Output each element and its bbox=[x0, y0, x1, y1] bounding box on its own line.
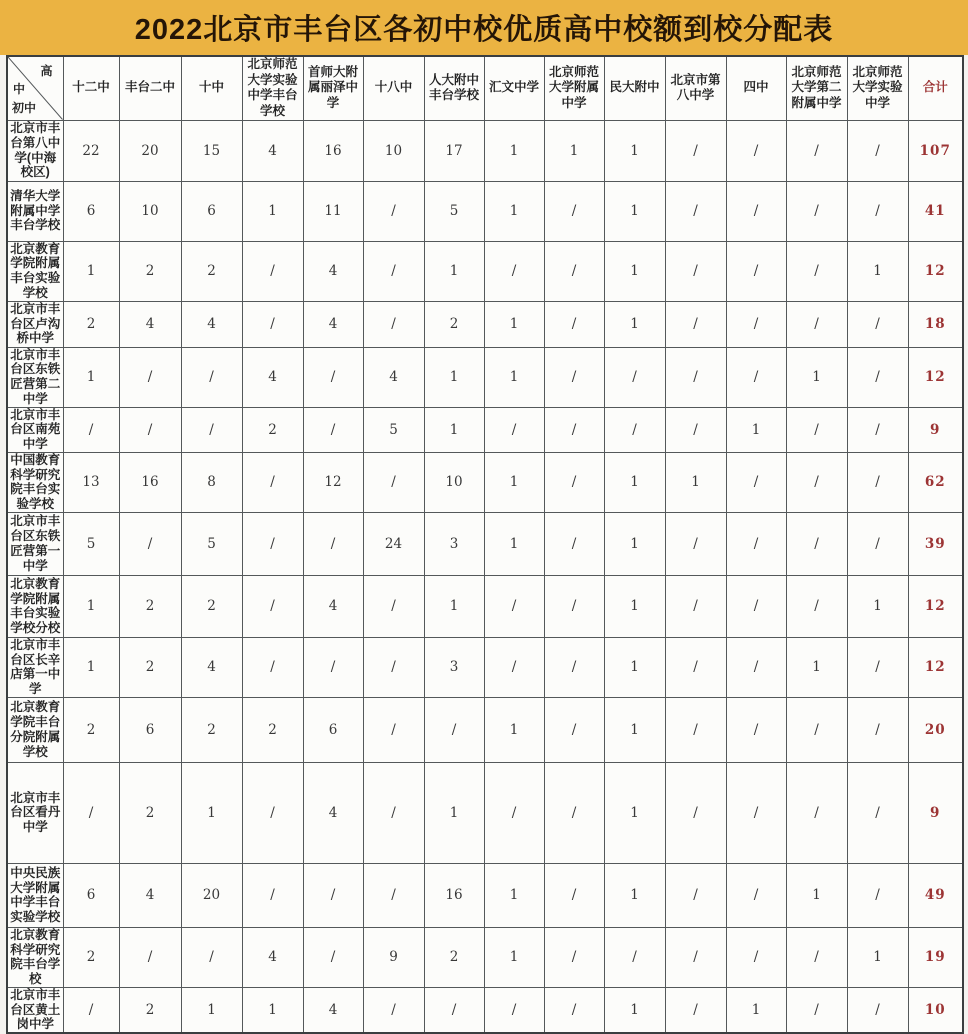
table-cell: / bbox=[363, 762, 424, 863]
row-header: 北京市丰台区黄土岗中学 bbox=[7, 987, 63, 1033]
column-header: 十八中 bbox=[363, 56, 424, 120]
table-cell: 2 bbox=[424, 301, 484, 347]
table-cell: / bbox=[242, 863, 303, 927]
table-cell: / bbox=[484, 575, 544, 637]
table-cell: 1 bbox=[484, 863, 544, 927]
table-cell: / bbox=[181, 407, 242, 452]
table-cell: 1 bbox=[424, 575, 484, 637]
table-cell: / bbox=[484, 241, 544, 301]
table-cell: / bbox=[726, 347, 786, 407]
table-cell: 1 bbox=[181, 987, 242, 1033]
table-cell: 4 bbox=[363, 347, 424, 407]
table-cell: 2 bbox=[63, 697, 119, 762]
table-row bbox=[7, 347, 963, 407]
row-header: 中国教育科学研究院丰台实验学校 bbox=[7, 452, 63, 512]
row-header: 北京教育学院附属丰台实验学校分校 bbox=[7, 575, 63, 637]
table-cell: 1 bbox=[63, 241, 119, 301]
total-cell: 12 bbox=[908, 575, 963, 637]
table-cell: 1 bbox=[847, 575, 908, 637]
table-cell: / bbox=[665, 301, 726, 347]
table-cell: / bbox=[544, 927, 604, 987]
table-cell: / bbox=[847, 697, 908, 762]
table-row bbox=[7, 301, 963, 347]
table-cell: 6 bbox=[63, 863, 119, 927]
total-cell: 12 bbox=[908, 347, 963, 407]
table-cell: / bbox=[544, 987, 604, 1033]
total-cell: 62 bbox=[908, 452, 963, 512]
total-cell: 10 bbox=[908, 987, 963, 1033]
total-cell: 12 bbox=[908, 637, 963, 697]
table-cell: / bbox=[363, 575, 424, 637]
row-header: 北京教育学院丰台分院附属学校 bbox=[7, 697, 63, 762]
table-cell: / bbox=[665, 347, 726, 407]
table-cell: 22 bbox=[63, 120, 119, 181]
table-cell: 1 bbox=[424, 347, 484, 407]
table-cell: 4 bbox=[119, 301, 181, 347]
table-cell: / bbox=[484, 987, 544, 1033]
table-cell: / bbox=[726, 697, 786, 762]
table-cell: 1 bbox=[484, 697, 544, 762]
table-cell: / bbox=[363, 181, 424, 241]
table-cell: / bbox=[303, 637, 363, 697]
row-header: 北京市丰台区看丹中学 bbox=[7, 762, 63, 863]
table-cell: 4 bbox=[181, 301, 242, 347]
table-cell: / bbox=[181, 347, 242, 407]
table-cell: / bbox=[786, 762, 847, 863]
table-cell: 1 bbox=[484, 301, 544, 347]
table-cell: / bbox=[786, 301, 847, 347]
table-cell: 2 bbox=[181, 575, 242, 637]
table-cell: 1 bbox=[604, 512, 665, 575]
table-cell: / bbox=[786, 512, 847, 575]
table-cell: / bbox=[665, 927, 726, 987]
total-cell: 9 bbox=[908, 762, 963, 863]
table-cell: / bbox=[63, 407, 119, 452]
total-cell: 20 bbox=[908, 697, 963, 762]
table-cell: / bbox=[242, 637, 303, 697]
table-cell: 5 bbox=[363, 407, 424, 452]
table-row bbox=[7, 120, 963, 181]
table-cell: 1 bbox=[847, 927, 908, 987]
row-header: 北京市丰台第八中学(中海校区) bbox=[7, 120, 63, 181]
table-cell: 1 bbox=[484, 512, 544, 575]
table-cell: 2 bbox=[119, 762, 181, 863]
table-cell: / bbox=[726, 120, 786, 181]
table-cell: 20 bbox=[119, 120, 181, 181]
table-cell: 12 bbox=[303, 452, 363, 512]
column-header-total: 合计 bbox=[908, 56, 963, 120]
table-cell: / bbox=[726, 863, 786, 927]
table-cell: / bbox=[847, 637, 908, 697]
table-cell: / bbox=[119, 347, 181, 407]
table-cell: / bbox=[119, 927, 181, 987]
table-cell: / bbox=[303, 927, 363, 987]
table-cell: / bbox=[726, 241, 786, 301]
table-cell: 8 bbox=[181, 452, 242, 512]
table-cell: / bbox=[847, 301, 908, 347]
table-cell: 1 bbox=[424, 407, 484, 452]
table-cell: 2 bbox=[181, 241, 242, 301]
table-cell: / bbox=[544, 347, 604, 407]
table-cell: 1 bbox=[786, 637, 847, 697]
table-cell: / bbox=[119, 512, 181, 575]
table-cell: / bbox=[303, 863, 363, 927]
table-cell: 4 bbox=[242, 347, 303, 407]
table-cell: / bbox=[665, 241, 726, 301]
row-header: 北京教育学院附属丰台实验学校 bbox=[7, 241, 63, 301]
table-cell: / bbox=[242, 452, 303, 512]
table-cell: 1 bbox=[786, 863, 847, 927]
table-cell: 2 bbox=[119, 637, 181, 697]
row-header: 清华大学附属中学丰台学校 bbox=[7, 181, 63, 241]
table-cell: 5 bbox=[424, 181, 484, 241]
table-cell: 20 bbox=[181, 863, 242, 927]
column-header: 十中 bbox=[181, 56, 242, 120]
table-cell: 1 bbox=[181, 762, 242, 863]
table-cell: 6 bbox=[119, 697, 181, 762]
row-header: 北京市丰台区卢沟桥中学 bbox=[7, 301, 63, 347]
table-cell: 6 bbox=[63, 181, 119, 241]
table-cell: / bbox=[242, 301, 303, 347]
table-cell: 13 bbox=[63, 452, 119, 512]
table-cell: 1 bbox=[424, 762, 484, 863]
table-cell: / bbox=[726, 181, 786, 241]
table-cell: 16 bbox=[424, 863, 484, 927]
table-cell: / bbox=[544, 241, 604, 301]
table-cell: / bbox=[726, 452, 786, 512]
table-cell: 11 bbox=[303, 181, 363, 241]
row-header: 北京市丰台区东铁匠营第一中学 bbox=[7, 512, 63, 575]
table-cell: / bbox=[726, 927, 786, 987]
table-cell: 4 bbox=[242, 120, 303, 181]
table-cell: 15 bbox=[181, 120, 242, 181]
table-cell: / bbox=[242, 241, 303, 301]
table-cell: 2 bbox=[119, 987, 181, 1033]
table-cell: 1 bbox=[63, 575, 119, 637]
table-cell: 1 bbox=[484, 181, 544, 241]
table-cell: / bbox=[847, 863, 908, 927]
table-cell: 1 bbox=[847, 241, 908, 301]
table-cell: / bbox=[242, 575, 303, 637]
table-cell: / bbox=[847, 762, 908, 863]
table-row bbox=[7, 512, 963, 575]
table-cell: / bbox=[424, 987, 484, 1033]
column-header: 民大附中 bbox=[604, 56, 665, 120]
table-cell: / bbox=[544, 181, 604, 241]
table-row bbox=[7, 241, 963, 301]
table-cell: / bbox=[726, 301, 786, 347]
table-cell: 1 bbox=[604, 987, 665, 1033]
table-cell: / bbox=[786, 181, 847, 241]
column-header: 四中 bbox=[726, 56, 786, 120]
total-cell: 18 bbox=[908, 301, 963, 347]
table-cell: / bbox=[726, 512, 786, 575]
table-cell: / bbox=[544, 697, 604, 762]
table-cell: / bbox=[544, 637, 604, 697]
table-cell: 2 bbox=[242, 407, 303, 452]
table-cell: / bbox=[665, 987, 726, 1033]
table-cell: / bbox=[363, 637, 424, 697]
table-row bbox=[7, 863, 963, 927]
table-cell: 4 bbox=[303, 301, 363, 347]
table-cell: 1 bbox=[604, 762, 665, 863]
table-cell: 10 bbox=[363, 120, 424, 181]
table-cell: / bbox=[665, 762, 726, 863]
table-cell: / bbox=[63, 987, 119, 1033]
table-cell: / bbox=[544, 762, 604, 863]
table-cell: 1 bbox=[424, 241, 484, 301]
table-cell: / bbox=[604, 407, 665, 452]
table-cell: 3 bbox=[424, 637, 484, 697]
table-cell: 1 bbox=[604, 697, 665, 762]
column-header: 汇文中学 bbox=[484, 56, 544, 120]
table-cell: / bbox=[544, 407, 604, 452]
table-cell: 6 bbox=[303, 697, 363, 762]
table-row bbox=[7, 697, 963, 762]
table-cell: 2 bbox=[63, 301, 119, 347]
table-cell: / bbox=[665, 697, 726, 762]
table-cell: 1 bbox=[604, 181, 665, 241]
column-header: 北京师范大学实验中学丰台学校 bbox=[242, 56, 303, 120]
table-cell: / bbox=[786, 452, 847, 512]
table-cell: / bbox=[786, 987, 847, 1033]
table-cell: / bbox=[786, 241, 847, 301]
column-header: 首师大附属丽泽中学 bbox=[303, 56, 363, 120]
table-cell: / bbox=[363, 241, 424, 301]
table-cell: / bbox=[665, 512, 726, 575]
title-bar bbox=[0, 0, 968, 55]
table-cell: / bbox=[544, 452, 604, 512]
table-cell: 2 bbox=[119, 575, 181, 637]
column-header: 北京市第八中学 bbox=[665, 56, 726, 120]
table-cell: 1 bbox=[484, 927, 544, 987]
table-cell: / bbox=[242, 512, 303, 575]
corner-label-high-school: 中 bbox=[13, 82, 26, 96]
table-cell: 4 bbox=[181, 637, 242, 697]
total-cell: 49 bbox=[908, 863, 963, 927]
table-row bbox=[7, 575, 963, 637]
table-cell: 2 bbox=[424, 927, 484, 987]
table-cell: 1 bbox=[786, 347, 847, 407]
table-cell: / bbox=[363, 987, 424, 1033]
table-cell: / bbox=[726, 637, 786, 697]
table-cell: 1 bbox=[726, 407, 786, 452]
column-header: 丰台二中 bbox=[119, 56, 181, 120]
table-cell: / bbox=[786, 927, 847, 987]
table-cell: / bbox=[847, 512, 908, 575]
table-cell: / bbox=[484, 637, 544, 697]
table-cell: 1 bbox=[604, 452, 665, 512]
table-cell: / bbox=[424, 697, 484, 762]
table-row bbox=[7, 637, 963, 697]
table-cell: 4 bbox=[303, 987, 363, 1033]
table-cell: 1 bbox=[665, 452, 726, 512]
table-cell: / bbox=[665, 575, 726, 637]
table-cell: / bbox=[847, 987, 908, 1033]
table-cell: / bbox=[363, 697, 424, 762]
table-cell: / bbox=[363, 452, 424, 512]
table-cell: / bbox=[726, 575, 786, 637]
table-cell: 9 bbox=[363, 927, 424, 987]
table-cell: / bbox=[242, 762, 303, 863]
table-cell: 1 bbox=[544, 120, 604, 181]
table-cell: 24 bbox=[363, 512, 424, 575]
table-row bbox=[7, 987, 963, 1033]
table-cell: / bbox=[363, 301, 424, 347]
table-cell: 4 bbox=[303, 241, 363, 301]
table-cell: 1 bbox=[726, 987, 786, 1033]
table-cell: 1 bbox=[604, 575, 665, 637]
row-header: 北京市丰台区南苑中学 bbox=[7, 407, 63, 452]
total-cell: 107 bbox=[908, 120, 963, 181]
column-header: 北京师范大学实验中学 bbox=[847, 56, 908, 120]
table-cell: / bbox=[363, 863, 424, 927]
total-cell: 39 bbox=[908, 512, 963, 575]
table-cell: 1 bbox=[63, 637, 119, 697]
table-cell: 6 bbox=[181, 181, 242, 241]
table-cell: 1 bbox=[484, 347, 544, 407]
table-cell: / bbox=[786, 575, 847, 637]
table-cell: 2 bbox=[181, 697, 242, 762]
corner-cell bbox=[7, 56, 63, 120]
table-row bbox=[7, 762, 963, 863]
table-cell: / bbox=[665, 637, 726, 697]
table-cell: 1 bbox=[63, 347, 119, 407]
table-cell: 4 bbox=[119, 863, 181, 927]
table-cell: / bbox=[544, 575, 604, 637]
row-header: 中央民族大学附属中学丰台实验学校 bbox=[7, 863, 63, 927]
table-cell: 1 bbox=[604, 120, 665, 181]
row-header: 北京市丰台区东铁匠营第二中学 bbox=[7, 347, 63, 407]
table-cell: / bbox=[484, 762, 544, 863]
table-cell: / bbox=[665, 863, 726, 927]
row-header: 北京教育科学研究院丰台学校 bbox=[7, 927, 63, 987]
table-cell: 1 bbox=[604, 301, 665, 347]
table-cell: 1 bbox=[242, 987, 303, 1033]
table-cell: 16 bbox=[119, 452, 181, 512]
table-cell: / bbox=[847, 181, 908, 241]
column-header: 人大附中丰台学校 bbox=[424, 56, 484, 120]
table-cell: 1 bbox=[484, 452, 544, 512]
table-cell: 1 bbox=[242, 181, 303, 241]
table-cell: 3 bbox=[424, 512, 484, 575]
table-cell: 1 bbox=[484, 120, 544, 181]
table-cell: / bbox=[847, 347, 908, 407]
table-cell: / bbox=[665, 407, 726, 452]
table-cell: 2 bbox=[242, 697, 303, 762]
total-cell: 19 bbox=[908, 927, 963, 987]
table-cell: 1 bbox=[604, 241, 665, 301]
column-header: 北京师范大学第二附属中学 bbox=[786, 56, 847, 120]
total-cell: 41 bbox=[908, 181, 963, 241]
table-cell: / bbox=[665, 181, 726, 241]
table-cell: / bbox=[544, 301, 604, 347]
row-header: 北京市丰台区长辛店第一中学 bbox=[7, 637, 63, 697]
table-row bbox=[7, 452, 963, 512]
table-cell: 2 bbox=[63, 927, 119, 987]
table-cell: 4 bbox=[303, 575, 363, 637]
table-cell: / bbox=[847, 407, 908, 452]
table-cell: 4 bbox=[303, 762, 363, 863]
table-row bbox=[7, 407, 963, 452]
column-header: 十二中 bbox=[63, 56, 119, 120]
table-cell: 10 bbox=[424, 452, 484, 512]
table-row bbox=[7, 181, 963, 241]
table-cell: / bbox=[484, 407, 544, 452]
table-cell: / bbox=[303, 407, 363, 452]
column-header: 北京师范大学附属中学 bbox=[544, 56, 604, 120]
table-cell: 1 bbox=[604, 637, 665, 697]
total-cell: 12 bbox=[908, 241, 963, 301]
table-cell: 16 bbox=[303, 120, 363, 181]
table-cell: 4 bbox=[242, 927, 303, 987]
corner-label-high-school: 高 bbox=[40, 64, 53, 78]
table-cell: 10 bbox=[119, 181, 181, 241]
table-row bbox=[7, 927, 963, 987]
table-cell: / bbox=[847, 120, 908, 181]
table-cell: / bbox=[786, 407, 847, 452]
table-cell: / bbox=[726, 762, 786, 863]
table-cell: 2 bbox=[119, 241, 181, 301]
table-cell: 1 bbox=[604, 863, 665, 927]
allocation-table bbox=[6, 55, 964, 1034]
table-cell: 5 bbox=[181, 512, 242, 575]
table-cell: / bbox=[181, 927, 242, 987]
table-cell: / bbox=[786, 697, 847, 762]
table-cell: / bbox=[604, 347, 665, 407]
table-cell: / bbox=[63, 762, 119, 863]
table-cell: / bbox=[544, 512, 604, 575]
table-cell: 17 bbox=[424, 120, 484, 181]
table-cell: / bbox=[119, 407, 181, 452]
table-cell: 5 bbox=[63, 512, 119, 575]
table-cell: / bbox=[604, 927, 665, 987]
header-row bbox=[7, 56, 963, 120]
table-cell: / bbox=[786, 120, 847, 181]
table-cell: / bbox=[665, 120, 726, 181]
table-cell: / bbox=[847, 452, 908, 512]
table-cell: / bbox=[303, 347, 363, 407]
corner-label-middle-school: 初中 bbox=[12, 100, 37, 115]
table-cell: / bbox=[303, 512, 363, 575]
page-title: 2022北京市丰台区各初中校优质高中校额到校分配表 bbox=[134, 14, 834, 46]
total-cell: 9 bbox=[908, 407, 963, 452]
table-cell: / bbox=[544, 863, 604, 927]
